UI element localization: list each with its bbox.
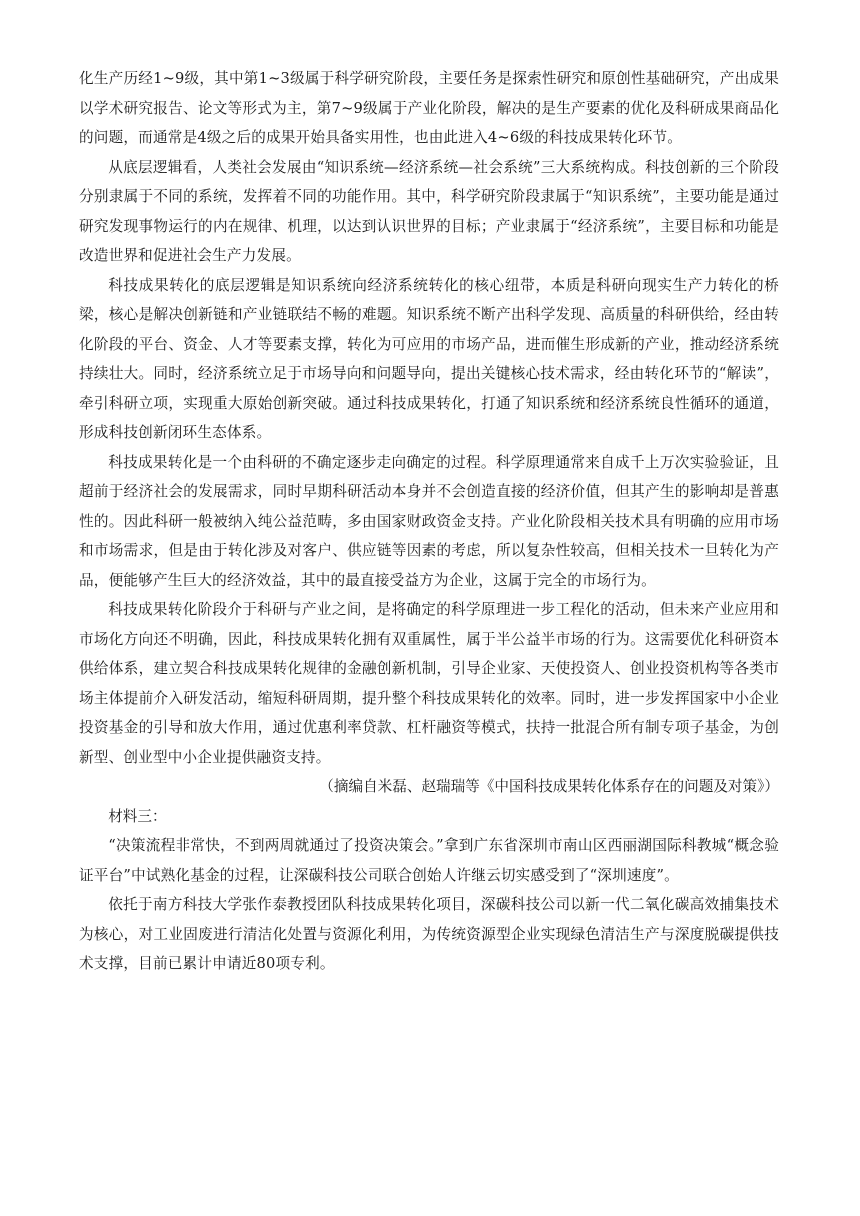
document-page — [79, 64, 779, 979]
paragraph-dual-attributes: 科技成果转化阶段介于科研与产业之间，是将确定的科学原理进一步工程化的活动，但未来产业应用和市场化方向还不明确，因此，科技成果转化拥有双重属性，属于半公益半市场的行为。这需要优化科研资本供给体系，建立契合科技成果转化规律的金融创新机制，引导企业家、天使投资人、创业投资机构等各类市场主体提前介入研发活动，缩短科研周期，提升整个科技成果转化的效率。同时，进一步发挥国家中小企业投资基金的引导和放大作用，通过优惠利率贷款、杠杆融资等模式，扶持一批混合所有制专项子基金，为创新型、创业型中小企业提供融资支持。 — [79, 601, 779, 766]
source-citation: （摘编自米磊、赵瑞瑞等《中国科技成果转化体系存在的问题及对策》） — [319, 778, 779, 795]
paragraph-continuation: 化生产历经1~9级，其中第1~3级属于科学研究阶段，主要任务是探索性研究和原创性基础研究，产出成果以学术研究报告、论文等形式为主，第7~9级属于产业化阶段，解决的是生产要素的优化及科研成果商品化的问题，而通常是4级之后的成果开始具备实用性，也由此进入4~6级的科技成果转化环节。 — [79, 70, 779, 146]
paragraph-deep-carbon-tech: 依托于南方科技大学张作泰教授团队科技成果转化项目，深碳科技公司以新一代二氧化碳高效捕集技术为核心，对工业固废进行清洁化处置与资源化利用，为传统资源型企业实现绿色清洁生产与深度脱碳提供技术支撑，目前已累计申请近80项专利。 — [79, 896, 779, 972]
paragraph-shenzhen-speed: “决策流程非常快，不到两周就通过了投资决策会。”拿到广东省深圳市南山区西丽湖国际科教城“概念验证平台”中试熟化基金的过程，让深碳科技公司联合创始人许继云切实感受到了“深圳速度”。 — [79, 837, 779, 884]
paragraph-uncertainty-process: 科技成果转化是一个由科研的不确定逐步走向确定的过程。科学原理通常来自成千上万次实验验证，且超前于经济社会的发展需求，同时早期科研活动本身并不会创造直接的经济价值，但其产生的影响却是普惠性的。因此科研一般被纳入纯公益范畴，多由国家财政资金支持。产业化阶段相关技术具有明确的应用市场和市场需求，但是由于转化涉及对客户、供应链等因素的考虑，所以复杂性较高，但相关技术一旦转化为产品，便能够产生巨大的经济效益，其中的最直接受益方为企业，这属于完全的市场行为。 — [79, 453, 779, 589]
material-three-heading: 材料三： — [108, 807, 167, 825]
paragraph-conversion-bridge: 科技成果转化的底层逻辑是知识系统向经济系统转化的核心纽带，本质是科研向现实生产力转化的桥梁，核心是解决创新链和产业链联结不畅的难题。知识系统不断产出科学发现、高质量的科研供给，经由转化阶段的平台、资金、人才等要素支撑，转化为可应用的市场产品，进而催生形成新的产业，推动经济系统持续壮大。同时，经济系统立足于市场导向和问题导向，提出关键核心技术需求，经由转化环节的“解读”，牵引科研立项，实现重大原始创新突破。通过科技成果转化，打通了知识系统和经济系统良性循环的通道，形成科技创新闭环生态体系。 — [79, 276, 779, 441]
paragraph-underlying-logic: 从底层逻辑看，人类社会发展由“知识系统—经济系统—社会系统”三大系统构成。科技创新的三个阶段分别隶属于不同的系统，发挥着不同的功能作用。其中，科学研究阶段隶属于“知识系统”，主要功能是通过研究发现事物运行的内在规律、机理，以达到认识世界的目标；产业隶属于“经济系统”，主要目标和功能是改造世界和促进社会生产力发展。 — [79, 158, 779, 264]
